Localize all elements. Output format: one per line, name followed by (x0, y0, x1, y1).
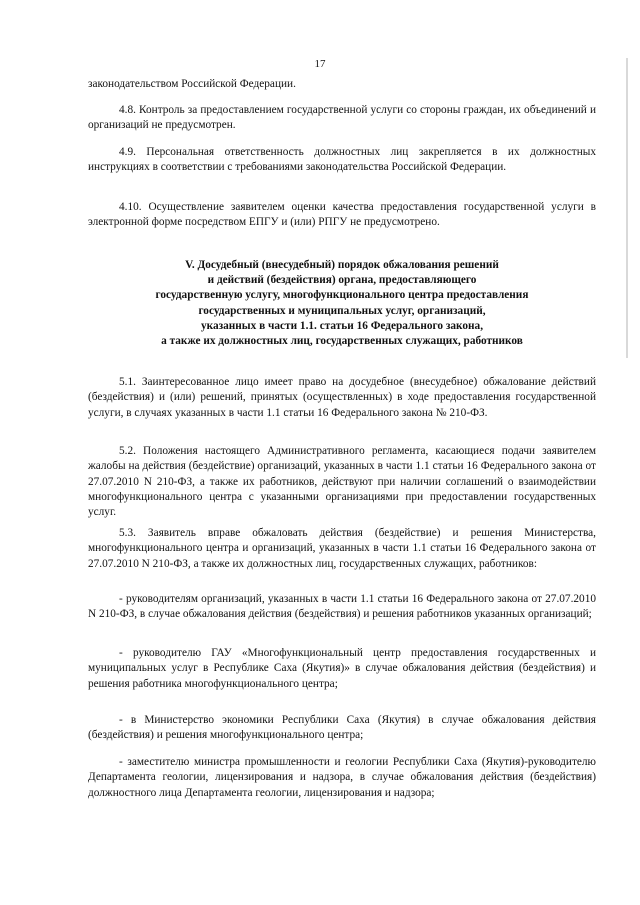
heading-line: государственных и муниципальных услуг, организаций, (198, 304, 486, 317)
heading-line: и действий (бездействия) органа, предоставляющего (207, 274, 477, 287)
list-item-ministry-economy: - в Министерство экономики Республики Саха (Якутия) в случае обжалования действия (бездействия) и решения многофункционального центра; (88, 714, 596, 742)
paragraph-4-10: 4.10. Осуществление заявителем оценки качества предоставления государственной услуги в электронной форме посредством ЕПГУ и (или) РПГУ не предусмотрено. (88, 201, 596, 229)
list-item-mfc-head: - руководителю ГАУ «Многофункциональный центр предоставления государственных и муниципальных услуг в Республике Саха (Якутия)» в случае обжалования действия (бездействия) и решения работника многофункционального центра; (88, 647, 596, 690)
list-item-deputy-minister: - заместителю министра промышленности и геологии Республики Саха (Якутия)-руководителю Департамента геологии, лицензирования и надзора, в случае обжалования действия (бездействия) должностного лица Департамента геологии, лицензирования и надзора; (88, 756, 596, 799)
section-v-heading (88, 258, 596, 349)
heading-line: V. Досудебный (внесудебный) порядок обжалования решений (185, 259, 499, 271)
paragraph-4-8: 4.8. Контроль за предоставлением государственной услуги со стороны граждан, их объединений и организаций не предусмотрен. (88, 104, 596, 132)
heading-line: а также их должностных лиц, государственных служащих, работников (161, 335, 523, 348)
page-number: 17 (314, 58, 326, 70)
scan-margin-mark (626, 58, 628, 358)
heading-line: указанных в части 1.1. статьи 16 Федерального закона, (200, 319, 484, 332)
paragraph-5-2: 5.2. Положения настоящего Административного регламента, касающиеся подачи заявителем жалобы на действия (бездействие) организаций, указанных в части 1.1 статьи 16 Федерального закона от 27.07.2010 N 210-ФЗ, а также их работников, действуют при наличии соглашений о взаимодействии многофункционального центра с указанными организациями при предоставлении государственных услуг. (88, 445, 596, 519)
list-item-organizations-heads: - руководителям организаций, указанных в части 1.1 статьи 16 Федерального закона от 27.07.2010 N 210-ФЗ, в случае обжалования действия (бездействия) и решения работников указанных организаций; (88, 593, 596, 621)
paragraph-5-1: 5.1. Заинтересованное лицо имеет право на досудебное (внесудебное) обжалование действий (бездействия) и (или) решений, принятых (осуществленных) в ходе предоставления государственной услуги, в случаях указанных в части 1.1 статьи 16 Федерального закона № 210-ФЗ. (88, 376, 596, 419)
paragraph-5-3: 5.3. Заявитель вправе обжаловать действия (бездействие) и решения Министерства, многофункционального центра и организаций, указанных в части 1.1 статьи 16 Федерального закона от 27.07.2010 N 210-ФЗ, а также их должностных лиц, государственных служащих, работников: (88, 527, 596, 570)
paragraph-4-9: 4.9. Персональная ответственность должностных лиц закрепляется в их должностных инструкциях в соответствии с требованиями законодательства Российской Федерации. (88, 146, 596, 174)
heading-line: государственную услугу, многофункционального центра предоставления (155, 289, 529, 302)
paragraph-law-continuation: законодательством Российской Федерации. (88, 78, 296, 90)
